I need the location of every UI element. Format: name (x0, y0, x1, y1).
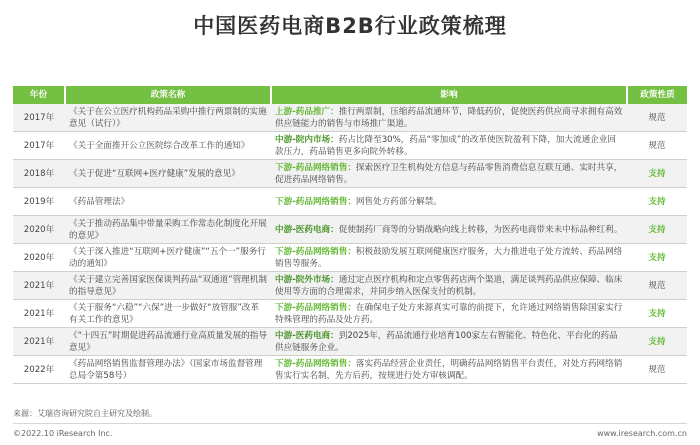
table-row (13, 272, 687, 300)
impact-cell (271, 272, 627, 300)
impact-text: 药占比降至30%，药品“零加成”的改革使医院盈利下降，加大流通企业回款压力，药品销售更多向院外转移。 (275, 134, 616, 157)
policy-name-cell: 《关于建立完善国家医保谈判药品“双通道”管理机制的指导意见》 (65, 272, 271, 300)
policy-name-cell: 《药品管理法》 (65, 188, 271, 216)
policy-name-cell: 《关于促进“互联网+医疗健康”发展的意见》 (65, 160, 271, 188)
table-row (13, 188, 687, 216)
policy-name-cell: 《“十四五”时期促进药品流通行业高质量发展的指导意见》 (65, 328, 271, 356)
impact-cell (271, 132, 627, 160)
policy-table (13, 86, 687, 384)
impact-cell (271, 160, 627, 188)
table-header-row (13, 86, 687, 104)
policy-nature-cell: 支持 (627, 328, 687, 356)
header-impact: 影响 (271, 86, 627, 104)
impact-cell (271, 328, 627, 356)
impact-label: 下游-药品网络销售： (275, 358, 356, 369)
impact-text: 促使制药厂商等的分销战略向线上转移，为医药电商带来未中标品种红利。 (338, 224, 623, 235)
year-cell: 2017年 (13, 132, 65, 160)
impact-label: 下游-药品网络销售： (275, 196, 356, 207)
policy-name-cell: 《关于全面推开公立医院综合改革工作的通知》 (65, 132, 271, 160)
impact-text: 探索医疗卫生机构处方信息与药品零售消费信息互联互通、实时共享，促进药品网络销售。 (275, 162, 623, 185)
table-row (13, 356, 687, 384)
impact-label: 中游-院外市场： (275, 274, 339, 285)
policy-nature-cell: 支持 (627, 188, 687, 216)
table-row (13, 328, 687, 356)
table-row (13, 300, 687, 328)
policy-nature-cell: 支持 (627, 160, 687, 188)
impact-text: 推行两票制，压缩药品流通环节，降低药价，促使医药供应商寻求拥有高效供应链能力的销售与市场推广渠道。 (275, 106, 623, 129)
impact-label: 中游-院内市场： (275, 134, 339, 145)
policy-name-cell: 《药品网络销售监督管理办法》（国家市场监督管理总局令第58号） (65, 356, 271, 384)
policy-name-cell: 《关于在公立医疗机构药品采购中推行两票制的实施意见（试行）》 (65, 104, 271, 132)
impact-label: 中游-医药电商： (275, 330, 339, 341)
impact-cell (271, 300, 627, 328)
impact-label: 下游-药品网络销售： (275, 302, 356, 313)
copyright: ©2022.10 iResearch Inc. (13, 429, 113, 438)
table-row (13, 104, 687, 132)
impact-text: 网售处方药部分解禁。 (355, 196, 442, 207)
impact-label: 下游-药品网络销售： (275, 162, 356, 173)
header-policy-name: 政策名称 (65, 86, 271, 104)
year-cell: 2020年 (13, 244, 65, 272)
year-cell: 2020年 (13, 216, 65, 244)
policy-nature-cell: 规范 (627, 356, 687, 384)
impact-text: 通过定点医疗机构和定点零售药店两个渠道，满足谈判药品供应保障、临床使用等方面的合理需求，并同步纳入医保支付的机制。 (275, 274, 623, 297)
year-cell: 2021年 (13, 328, 65, 356)
impact-text: 在确保电子处方来源真实可靠的前提下，允许通过网络销售除国家实行特殊管理的药品及处方药。 (275, 302, 623, 325)
policy-name-cell: 《关于深入推进“互联网+医疗健康”“五个一”服务行动的通知》 (65, 244, 271, 272)
policy-nature-cell: 规范 (627, 272, 687, 300)
impact-cell (271, 188, 627, 216)
page-title: 中国医药电商B2B行业政策梳理 (193, 14, 507, 38)
year-cell: 2019年 (13, 188, 65, 216)
impact-cell (271, 244, 627, 272)
impact-text: 到2025年，药品流通行业培育100家左右智能化、特色化、平台化的药品供应链服务企业。 (275, 330, 618, 353)
impact-text: 积极鼓励发展互联网健康医疗服务，大力推进电子处方流转、药品网络销售等服务。 (275, 246, 623, 269)
policy-nature-cell: 支持 (627, 244, 687, 272)
website-link[interactable]: www.iresearch.com.cn (597, 429, 687, 438)
footer-divider (13, 423, 687, 424)
impact-cell (271, 216, 627, 244)
policy-nature-cell: 规范 (627, 132, 687, 160)
policy-nature-cell: 支持 (627, 216, 687, 244)
policy-name-cell: 《关于推动药品集中带量采购工作常态化制度化开展的意见》 (65, 216, 271, 244)
year-cell: 2021年 (13, 272, 65, 300)
impact-cell (271, 356, 627, 384)
impact-label: 上游-药品推广： (275, 106, 339, 117)
policy-name-cell: 《关于服务“六稳”“六保”进一步做好“放管服”改革有关工作的意见》 (65, 300, 271, 328)
year-cell: 2017年 (13, 104, 65, 132)
header-policy-nature: 政策性质 (627, 86, 687, 104)
impact-label: 中游-医药电商： (275, 224, 339, 235)
year-cell: 2021年 (13, 300, 65, 328)
table-row (13, 160, 687, 188)
impact-text: 落实药品经营企业责任，明确药品网络销售平台责任，对处方药网络销售实行实名制，先方后药，按规进行处方审核调配。 (275, 358, 623, 381)
source-note: 来源：艾瑞咨询研究院自主研究及绘制。 (13, 409, 157, 418)
table-row (13, 132, 687, 160)
year-cell: 2022年 (13, 356, 65, 384)
table-row (13, 216, 687, 244)
impact-cell (271, 104, 627, 132)
policy-nature-cell: 规范 (627, 104, 687, 132)
impact-label: 下游-药品网络销售： (275, 246, 356, 257)
header-year: 年份 (13, 86, 65, 104)
year-cell: 2018年 (13, 160, 65, 188)
policy-nature-cell: 支持 (627, 300, 687, 328)
table-row (13, 244, 687, 272)
